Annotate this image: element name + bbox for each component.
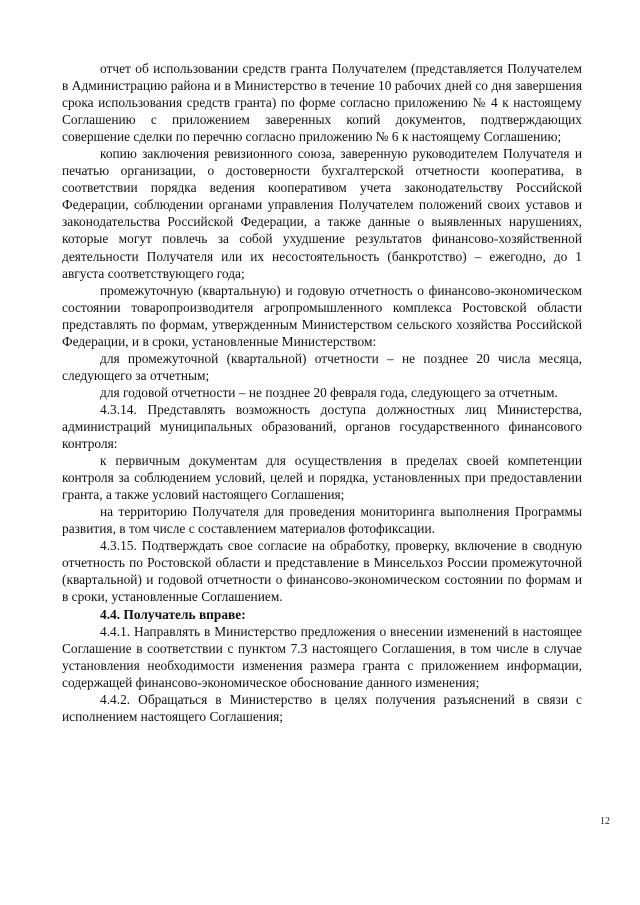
paragraph-4-3-14: 4.3.14. Представлять возможность доступа должностных лиц Министерства, администраций муниципальных образований, органов государственного финансового контроля: — [62, 401, 582, 452]
paragraph-territory-access: на территорию Получателя для проведения мониторинга выполнения Программы развития, в том числе с составлением материалов фотофиксации. — [62, 504, 582, 537]
paragraph-primary-documents: к первичным документам для осуществления в пределах своей компетенции контроля за соблюдением условий, целей и порядка, установленных при предоставлении гранта, а также условий настоящего Соглашения; — [62, 453, 582, 503]
paragraph-4-3-15: 4.3.15. Подтверждать свое согласие на обработку, проверку, включение в сводную отчетность по Ростовской области и представление в Минсельхоз России промежуточной (квартальной) и годовой отчетности о финансово-экономическом состоянии по формам и в сроки, установленные Соглашением. — [62, 538, 582, 605]
paragraph-4-4-2: 4.4.2. Обращаться в Министерство в целях получения разъяснений в связи с исполнением настоящего Соглашения; — [62, 691, 582, 724]
paragraph-audit-union-copy: копию заключения ревизионного союза, заверенную руководителем Получателя и печатью организации, о достоверности бухгалтерской отчетности кооператива, в соответствии порядка ведения кооперативом учета законодательству Российской Федерации, соблюдении органами управления Получателем положений своих уставов и законодательства Российской Федерации, а также данные о выявленных нарушениях, которые могут повлечь за собой ухудшение результатов финансово-хозяйственной деятельности Получателя или их несостоятельность (банкротство) – ежегодно, до 1 августа соответствующего года; — [62, 146, 582, 281]
paragraph-annual-deadline: для годовой отчетности – не позднее 20 февраля года, следующего за отчетным. — [100, 384, 558, 400]
paragraph-interim-annual-reporting: промежуточную (квартальную) и годовую отчетность о финансово-экономическом состоянии товаропроизводителя агропромышленного комплекса Ростовской области представлять по формам, утвержденным Министерством сельского хозяйства Российской Федерации, и в сроки, установленные Министерством: — [62, 282, 582, 349]
section-heading-4-4: 4.4. Получатель вправе: — [100, 606, 246, 622]
paragraph-quarterly-deadline: для промежуточной (квартальной) отчетности – не позднее 20 числа месяца, следующего за отчетным; — [62, 350, 582, 383]
paragraph-4-4-1: 4.4.1. Направлять в Министерство предложения о внесении изменений в настоящее Соглашение в соответствии с пунктом 7.3 настоящего Соглашения, в том числе в случае установления необходимости изменения размера гранта с приложением информации, содержащей финансово-экономическое обоснование данного изменения; — [62, 623, 582, 690]
paragraph-usage-report: отчет об использовании средств гранта Получателем (представляется Получателем в Администрацию района и в Министерство в течение 10 рабочих дней со дня завершения срока использования средств гранта) по форме согласно приложению № 4 к настоящему Соглашению с приложением заверенных копий документов, подтверждающих совершение сделки по перечню согласно приложению № 6 к настоящему Соглашению; — [62, 61, 582, 145]
document-page — [62, 60, 582, 725]
page-number: 12 — [600, 816, 610, 827]
